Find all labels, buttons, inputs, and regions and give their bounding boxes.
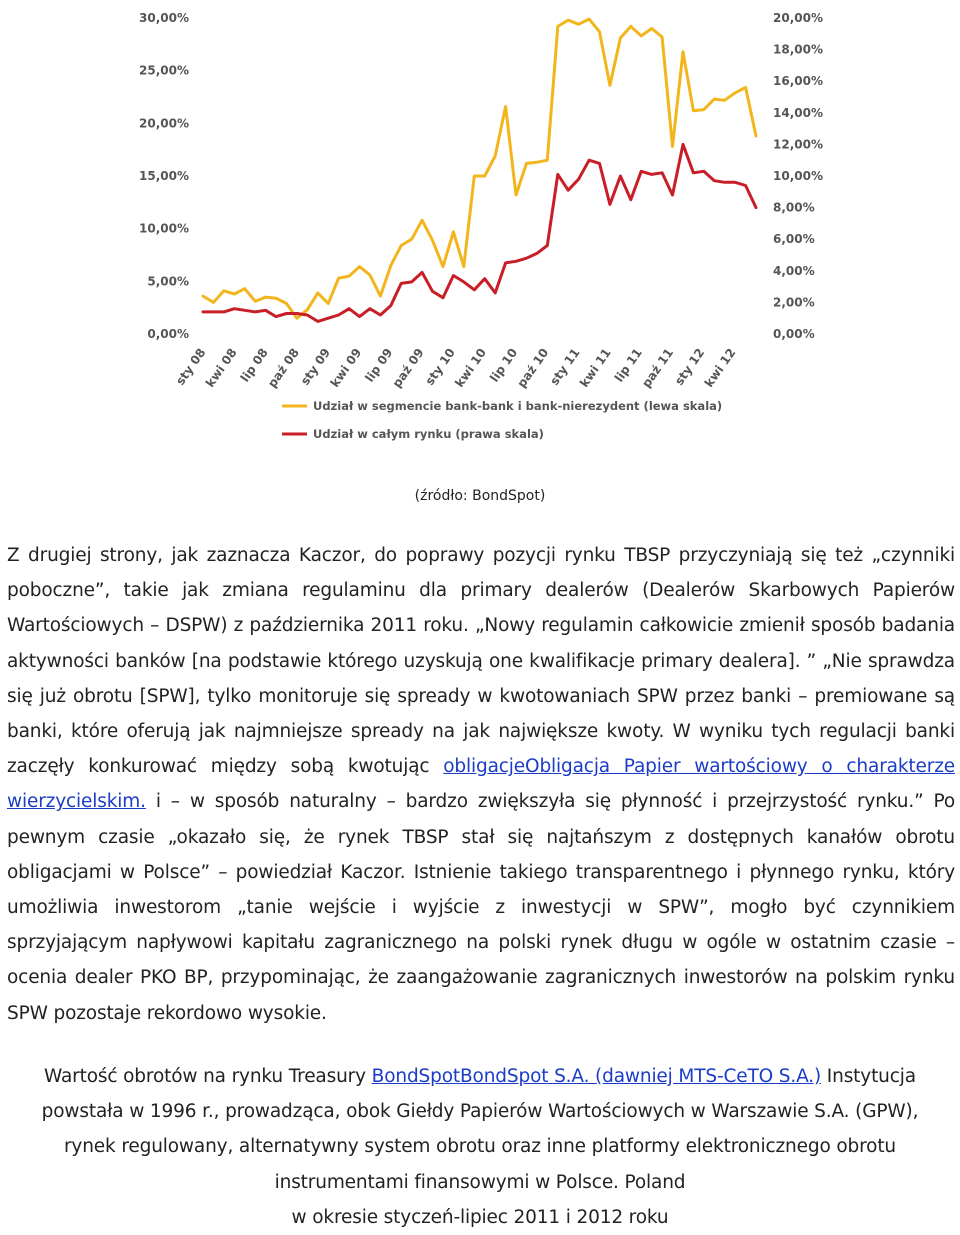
x-tick-label: lip 08 (237, 345, 271, 385)
chart-legend (282, 399, 722, 441)
left-tick-label: 5,00% (147, 274, 189, 289)
legend-label: Udział w segmencie bank-bank i bank-nierezydent (lewa skala) (313, 399, 723, 413)
x-tick-label: paź 08 (264, 345, 302, 391)
right-y-axis (773, 11, 823, 341)
series-layer (203, 19, 756, 321)
x-tick-label: kwi 11 (577, 345, 614, 390)
footer-text-1: Wartość obrotów na rynku Treasury (44, 1066, 372, 1087)
x-tick-label: sty 11 (547, 345, 583, 388)
x-tick-label: kwi 10 (452, 345, 490, 390)
footer-period: w okresie styczeń-lipiec 2011 i 2012 roku (291, 1206, 669, 1228)
bond-definition-link[interactable]: obligacjeObligacja Papier wartościowy o charakterze wierzycielskim. (7, 756, 955, 813)
x-tick-label: sty 09 (297, 345, 334, 388)
left-y-axis (139, 11, 189, 341)
footer-caption (20, 1059, 940, 1235)
article-paragraph (7, 538, 955, 1031)
x-tick-label: kwi 12 (701, 345, 739, 390)
x-tick-label: paź 11 (639, 345, 677, 391)
x-tick-label: kwi 09 (327, 345, 365, 390)
x-tick-label: lip 10 (487, 345, 521, 385)
left-tick-label: 30,00% (139, 11, 189, 25)
paragraph-text-1: Z drugiej strony, jak zaznacza Kaczor, do poprawy pozycji rynku TBSP przyczyniają się też „czynniki poboczne”, takie jak zmiana regulaminu dla primary dealerów (Dealerów Skarbowych Papierów Wartościowych – DSPW) z października 2011 roku. „Nowy regulamin całkowicie zmienił sposób badania aktywności banków [na podstawie którego uzyskują one kwalifikacje primary dealera]. ” „Nie sprawdza się już obrotu [SPW], tylko monitoruje się spready w kwotowaniach SPW przez banki – premiowane są banki, które oferują jak najmniejsze spready na jak największe kwoty. W wyniku tych regulacji banki zaczęły konkurować między sobą kwotując (7, 545, 955, 778)
left-tick-label: 15,00% (139, 169, 189, 183)
x-tick-label: paź 09 (389, 345, 427, 391)
x-axis (173, 346, 738, 391)
source-note: (źródło: BondSpot) (414, 488, 546, 504)
x-tick-label: sty 10 (422, 345, 458, 388)
right-tick-label: 0,00% (773, 327, 815, 341)
left-tick-label: 10,00% (139, 221, 189, 236)
right-tick-label: 18,00% (773, 42, 823, 57)
right-tick-label: 16,00% (773, 74, 823, 89)
left-tick-label: 20,00% (139, 116, 189, 131)
interbank-share-line (203, 19, 756, 318)
paragraph-text-2: i – w sposób naturalny – bardzo zwiększyła się płynność i przejrzystość rynku.” Po pewnym czasie „okazało się, że rynek TBSP stał się najtańszym z dostępnych kanałów obrotu obligacjami w Polsce” – powiedział Kaczor. Istnienie takiego transparentnego i płynnego rynku, który umożliwia inwestorom „tanie wejście i wyjście z inwestycji w SPW”, mogło być czynnikiem sprzyjającym napływowi kapitału zagranicznego na polski rynek długu w ogóle w ostatnim czasie – ocenia dealer PKO BP, przypominając, że zaangażowanie zagranicznych inwestorów na polskim rynku SPW pozostaje rekordowo wysokie. (7, 791, 955, 1024)
right-tick-label: 2,00% (773, 295, 815, 310)
x-tick-label: lip 09 (362, 345, 396, 385)
legend-label: Udział w całym rynku (prawa skala) (313, 427, 544, 441)
right-tick-label: 8,00% (773, 200, 815, 215)
x-tick-label: kwi 08 (202, 345, 240, 390)
x-tick-label: sty 08 (173, 345, 209, 388)
market-share-chart (0, 0, 960, 450)
right-tick-label: 14,00% (773, 105, 823, 120)
left-tick-label: 0,00% (147, 327, 189, 341)
right-tick-label: 10,00% (773, 169, 823, 183)
right-tick-label: 20,00% (773, 11, 823, 25)
bondspot-link[interactable]: BondSpotBondSpot S.A. (dawniej MTS-CeTO S.A.) (371, 1066, 822, 1087)
x-tick-label: paź 10 (514, 345, 552, 391)
right-tick-label: 4,00% (773, 263, 815, 278)
right-tick-label: 6,00% (773, 232, 815, 247)
footer-text-2: Instytucja powstała w 1996 r., prowadząca, obok Giełdy Papierów Wartościowych w Warszawie S.A. (GPW), rynek regulowany, alternatywny system obrotu oraz inne platformy elektronicznego obrotu instrumentami finansowymi w Polsce. Poland (41, 1066, 919, 1193)
x-tick-label: lip 11 (611, 345, 645, 385)
x-tick-label: sty 12 (671, 345, 708, 388)
left-tick-label: 25,00% (139, 63, 189, 78)
total-market-share-line (203, 144, 756, 321)
right-tick-label: 12,00% (773, 137, 823, 152)
